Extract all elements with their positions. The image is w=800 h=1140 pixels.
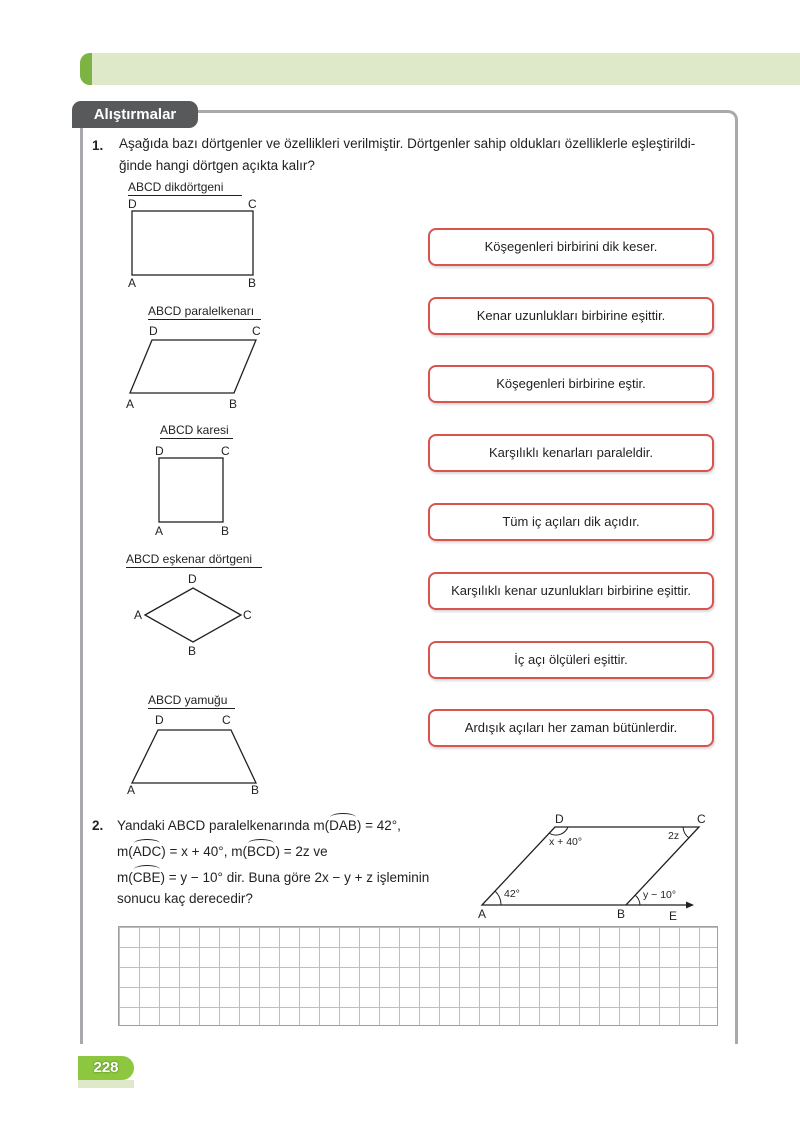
square-label-b: B: [221, 524, 230, 538]
q2-angle-b: y − 10°: [643, 889, 677, 901]
rectangle-label-c: C: [248, 197, 257, 211]
rectangle-label-b: B: [248, 276, 257, 290]
q2-angle-a: 42°: [504, 888, 520, 900]
question-1-number: 1.: [92, 138, 104, 153]
rectangle-title: ABCD dikdörtgeni: [128, 180, 242, 196]
square-label-a: A: [155, 524, 164, 538]
q2-label-a: A: [478, 907, 487, 921]
trapezoid-label-c: C: [222, 713, 231, 727]
property-box: Köşegenleri birbirine eştir.: [428, 365, 714, 403]
rhombus-label-d: D: [188, 572, 197, 586]
rhombus-label-c: C: [243, 608, 252, 622]
parallelogram-label-b: B: [229, 397, 238, 411]
parallelogram-label-d: D: [149, 324, 158, 338]
section-title: Alıştırmalar: [72, 101, 198, 128]
property-box: İç açı ölçüleri eşittir.: [428, 641, 714, 679]
q2-label-c: C: [697, 812, 706, 826]
trapezoid-label-d: D: [155, 713, 164, 727]
question-2-line-3: m(CBE) = y − 10° dir. Buna göre 2x − y + z işleminin: [117, 870, 430, 885]
question-2-line-2: m(ADC) = x + 40°, m(BCD) = 2z ve: [117, 844, 328, 859]
property-box: Ardışık açıları her zaman bütünlerdir.: [428, 709, 714, 747]
q2-angle-c: 2z: [668, 830, 680, 842]
answer-grid: [118, 926, 718, 1026]
property-box: Karşılıklı kenar uzunlukları birbirine eşittir.: [428, 572, 714, 610]
property-box: Kenar uzunlukları birbirine eşittir.: [428, 297, 714, 335]
rhombus-title: ABCD eşkenar dörtgeni: [126, 552, 262, 568]
trapezoid-label-b: B: [251, 783, 260, 797]
rectangle-label-a: A: [128, 276, 137, 290]
property-box: Karşılıklı kenarları paraleldir.: [428, 434, 714, 472]
q2-angle-d: x + 40°: [549, 836, 583, 848]
question-2-line-4: sonucu kaç derecedir?: [117, 891, 253, 906]
page-number: 228: [78, 1056, 134, 1080]
trapezoid-label-a: A: [127, 783, 136, 797]
parallelogram-label-c: C: [252, 324, 261, 338]
q2-label-d: D: [555, 812, 564, 826]
question-1-text: Aşağıda bazı dörtgenler ve özellikleri verilmiştir. Dörtgenler sahip oldukları özelliklerle eşleştirildi- ğinde hangi dörtgen açıkta kalır?: [119, 136, 696, 173]
rectangle-label-d: D: [128, 197, 137, 211]
trapezoid-title: ABCD yamuğu: [148, 693, 235, 709]
property-box: Köşegenleri birbirini dik keser.: [428, 228, 714, 266]
question-2-line-1: Yandaki ABCD paralelkenarında m(DAB) = 42°,: [117, 818, 401, 833]
q2-label-b: B: [617, 907, 626, 921]
square-label-d: D: [155, 444, 164, 458]
parallelogram-title: ABCD paralelkenarı: [148, 304, 261, 320]
q2-label-e: E: [669, 909, 678, 923]
square-title: ABCD karesi: [160, 423, 233, 439]
rhombus-label-b: B: [188, 644, 197, 658]
property-box: Tüm iç açıları dik açıdır.: [428, 503, 714, 541]
question-2-number: 2.: [92, 818, 104, 833]
square-label-c: C: [221, 444, 230, 458]
rhombus-label-a: A: [134, 608, 143, 622]
parallelogram-label-a: A: [126, 397, 135, 411]
